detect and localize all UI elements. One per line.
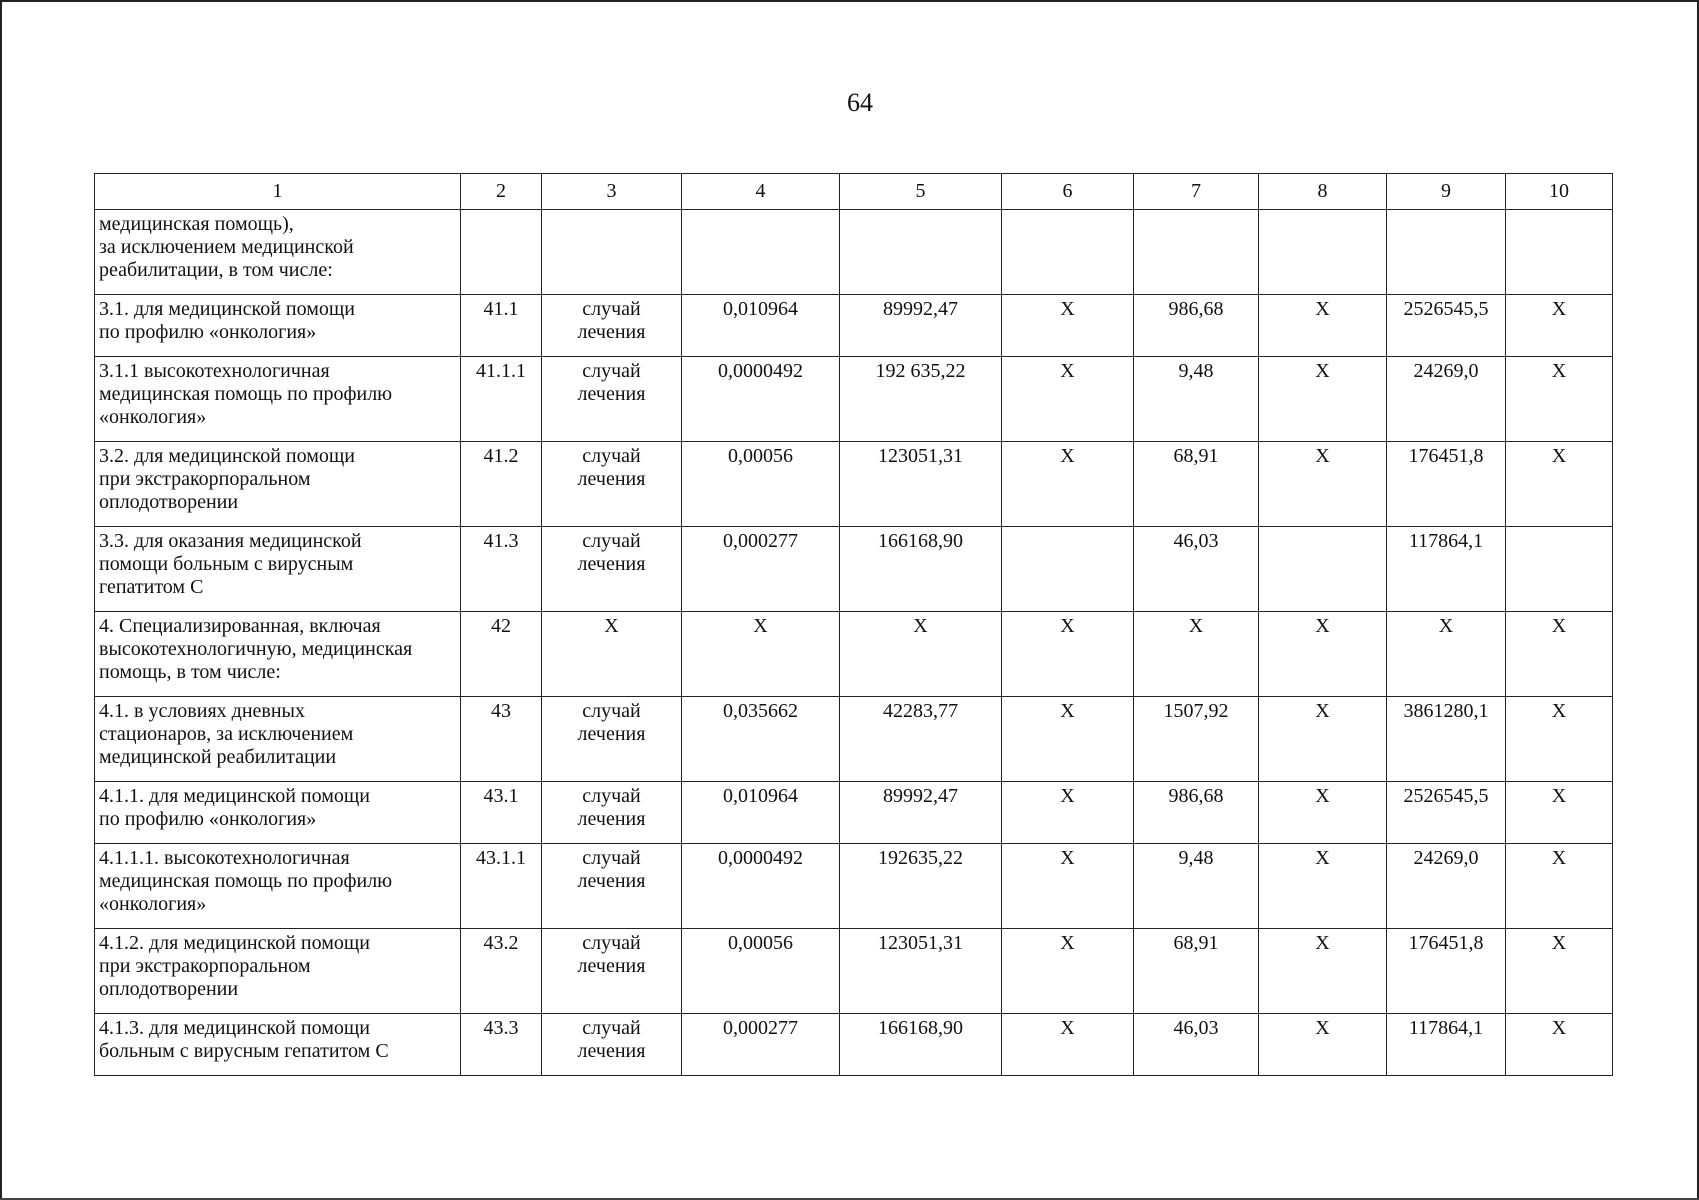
table-cell: X	[1506, 782, 1613, 844]
table-row	[95, 844, 1613, 929]
table-cell: 43.2	[461, 929, 542, 1014]
table-cell: X	[1002, 357, 1134, 442]
table-cell	[682, 210, 840, 295]
table-cell: X	[1002, 697, 1134, 782]
page-number: 64	[847, 88, 873, 117]
row-description-cell: 4.1.2. для медицинской помощи при экстракорпоральном оплодотворении	[95, 929, 461, 1014]
column-header: 10	[1506, 174, 1613, 210]
table-cell: случай лечения	[542, 442, 682, 527]
table-row	[95, 357, 1613, 442]
row-description-cell: 3.3. для оказания медицинской помощи больным с вирусным гепатитом С	[95, 527, 461, 612]
scan-border-left	[0, 0, 2, 1200]
table-cell: 41.1.1	[461, 357, 542, 442]
table-cell: 176451,8	[1387, 929, 1506, 1014]
table-cell: X	[1259, 442, 1387, 527]
column-header: 5	[840, 174, 1002, 210]
table-cell: случай лечения	[542, 697, 682, 782]
table-cell: X	[1259, 782, 1387, 844]
table-cell: 41.3	[461, 527, 542, 612]
table-row	[95, 295, 1613, 357]
table-cell: 166168,90	[840, 1014, 1002, 1076]
data-table	[94, 173, 1613, 1076]
table-cell: 46,03	[1134, 527, 1259, 612]
table-cell: X	[1506, 929, 1613, 1014]
table-cell: 42	[461, 612, 542, 697]
table-cell: X	[1506, 295, 1613, 357]
table-cell: 0,010964	[682, 782, 840, 844]
table-cell	[1506, 527, 1613, 612]
table-cell: X	[682, 612, 840, 697]
table-cell: 0,000277	[682, 1014, 840, 1076]
column-header: 8	[1259, 174, 1387, 210]
table-cell: 89992,47	[840, 782, 1002, 844]
table-cell: 46,03	[1134, 1014, 1259, 1076]
table-cell: X	[1002, 295, 1134, 357]
row-description-cell: медицинская помощь), за исключением медицинской реабилитации, в том числе:	[95, 210, 461, 295]
table-cell: X	[1506, 612, 1613, 697]
table-cell: случай лечения	[542, 357, 682, 442]
table-cell: случай лечения	[542, 295, 682, 357]
table-cell	[1506, 210, 1613, 295]
row-description-cell: 4.1.3. для медицинской помощи больным с вирусным гепатитом С	[95, 1014, 461, 1076]
table-cell: X	[1506, 844, 1613, 929]
table-row	[95, 210, 1613, 295]
column-header: 2	[461, 174, 542, 210]
table-cell: X	[1002, 442, 1134, 527]
table-cell: случай лечения	[542, 929, 682, 1014]
table-cell: случай лечения	[542, 844, 682, 929]
table-cell: X	[542, 612, 682, 697]
table-cell	[1002, 210, 1134, 295]
table-cell: 0,00056	[682, 442, 840, 527]
table-cell: X	[840, 612, 1002, 697]
table-cell: 3861280,1	[1387, 697, 1506, 782]
table-cell: 43.1	[461, 782, 542, 844]
table-cell: случай лечения	[542, 527, 682, 612]
table-cell: 43	[461, 697, 542, 782]
row-description-cell: 3.1. для медицинской помощи по профилю «онкология»	[95, 295, 461, 357]
table-cell: 0,035662	[682, 697, 840, 782]
table-cell: 2526545,5	[1387, 782, 1506, 844]
table-cell: 24269,0	[1387, 357, 1506, 442]
table-cell: 24269,0	[1387, 844, 1506, 929]
table-cell: X	[1002, 929, 1134, 1014]
table-cell: 41.1	[461, 295, 542, 357]
table-cell: X	[1506, 1014, 1613, 1076]
table-cell: X	[1259, 295, 1387, 357]
scan-border-top	[0, 0, 1699, 2]
table-row	[95, 929, 1613, 1014]
table-cell: X	[1259, 612, 1387, 697]
table-row	[95, 527, 1613, 612]
table-cell: X	[1506, 697, 1613, 782]
table-row	[95, 612, 1613, 697]
table-cell: 41.2	[461, 442, 542, 527]
table-cell: 986,68	[1134, 295, 1259, 357]
table-cell	[1259, 527, 1387, 612]
table-cell: 9,48	[1134, 844, 1259, 929]
table-cell: X	[1002, 1014, 1134, 1076]
column-header: 4	[682, 174, 840, 210]
table-cell	[1259, 210, 1387, 295]
table-cell: X	[1259, 929, 1387, 1014]
table-cell: 0,00056	[682, 929, 840, 1014]
table-cell: 192 635,22	[840, 357, 1002, 442]
table-cell: 986,68	[1134, 782, 1259, 844]
table-row	[95, 697, 1613, 782]
table-cell: 42283,77	[840, 697, 1002, 782]
table-cell: 43.3	[461, 1014, 542, 1076]
table-cell: X	[1259, 697, 1387, 782]
table-header-row	[95, 174, 1613, 210]
table-cell	[542, 210, 682, 295]
table-cell: X	[1387, 612, 1506, 697]
row-description-cell: 3.2. для медицинской помощи при экстракорпоральном оплодотворении	[95, 442, 461, 527]
table-cell: X	[1259, 1014, 1387, 1076]
table-row	[95, 1014, 1613, 1076]
row-description-cell: 4.1.1.1. высокотехнологичная медицинская помощь по профилю «онкология»	[95, 844, 461, 929]
table-cell: 0,000277	[682, 527, 840, 612]
table-cell: 89992,47	[840, 295, 1002, 357]
table-cell: X	[1506, 357, 1613, 442]
table-cell: 117864,1	[1387, 1014, 1506, 1076]
table-cell: случай лечения	[542, 782, 682, 844]
table-cell: X	[1134, 612, 1259, 697]
table-cell: случай лечения	[542, 1014, 682, 1076]
table-cell: 68,91	[1134, 929, 1259, 1014]
table-cell: 0,0000492	[682, 844, 840, 929]
column-header: 6	[1002, 174, 1134, 210]
table-cell: X	[1259, 357, 1387, 442]
column-header: 3	[542, 174, 682, 210]
table-cell: X	[1259, 844, 1387, 929]
table-cell: X	[1506, 442, 1613, 527]
table-cell: 68,91	[1134, 442, 1259, 527]
table-cell: 117864,1	[1387, 527, 1506, 612]
table-cell: 43.1.1	[461, 844, 542, 929]
table-cell: 123051,31	[840, 442, 1002, 527]
table-cell: 0,0000492	[682, 357, 840, 442]
row-description-cell: 4. Специализированная, включая высокотехнологичную, медицинская помощь, в том числе:	[95, 612, 461, 697]
table-cell: 0,010964	[682, 295, 840, 357]
table-body	[95, 210, 1613, 1076]
table-cell: 123051,31	[840, 929, 1002, 1014]
table-cell: 2526545,5	[1387, 295, 1506, 357]
table-cell	[1387, 210, 1506, 295]
row-description-cell: 4.1.1. для медицинской помощи по профилю «онкология»	[95, 782, 461, 844]
table-cell: 9,48	[1134, 357, 1259, 442]
table-cell: 176451,8	[1387, 442, 1506, 527]
table-cell: X	[1002, 782, 1134, 844]
column-header: 9	[1387, 174, 1506, 210]
table-cell: 1507,92	[1134, 697, 1259, 782]
column-header: 1	[95, 174, 461, 210]
table-cell	[840, 210, 1002, 295]
table-row	[95, 442, 1613, 527]
table-cell	[461, 210, 542, 295]
table-cell: X	[1002, 612, 1134, 697]
table-row	[95, 782, 1613, 844]
table-cell	[1002, 527, 1134, 612]
column-header: 7	[1134, 174, 1259, 210]
row-description-cell: 4.1. в условиях дневных стационаров, за исключением медицинской реабилитации	[95, 697, 461, 782]
table-cell: 166168,90	[840, 527, 1002, 612]
table-cell: 192635,22	[840, 844, 1002, 929]
table-cell: X	[1002, 844, 1134, 929]
row-description-cell: 3.1.1 высокотехнологичная медицинская помощь по профилю «онкология»	[95, 357, 461, 442]
table-cell	[1134, 210, 1259, 295]
